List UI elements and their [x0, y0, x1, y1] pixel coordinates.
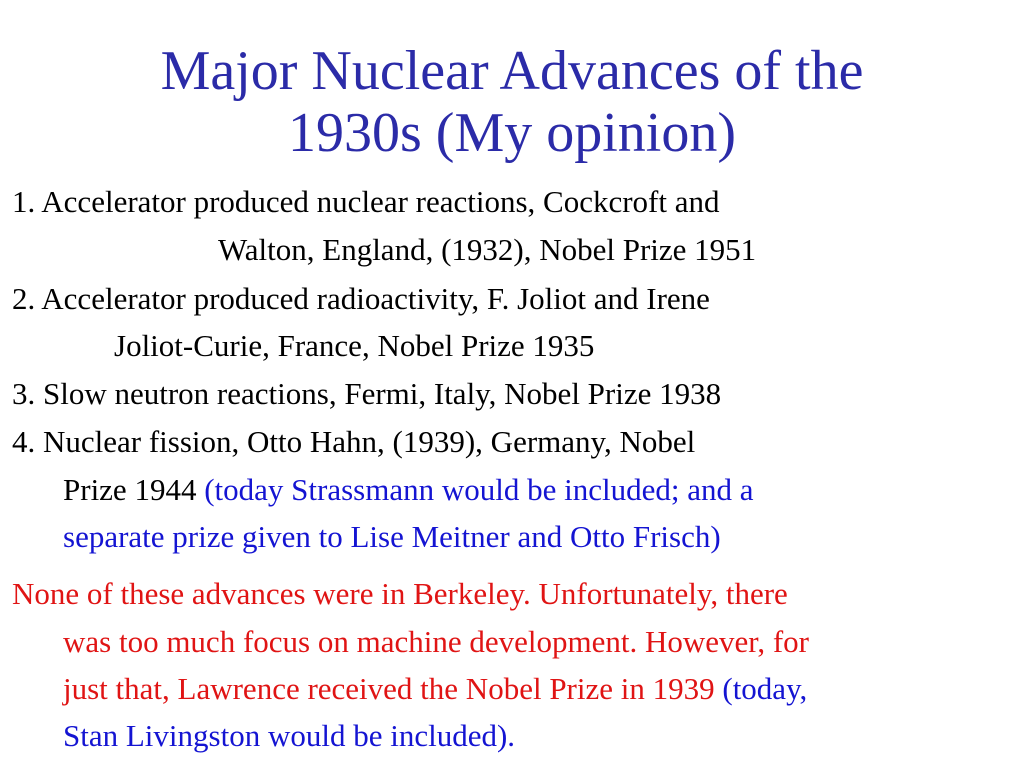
slide-title: [0, 40, 1024, 164]
note-line-1: None of these advances were in Berkeley. Unfortunately, there: [12, 576, 788, 611]
item-4-prize: Prize 1944: [63, 472, 205, 507]
item-4-aside-start: (today Strassmann would be included; and a: [204, 472, 754, 507]
note-line-2: was too much focus on machine development. However, for: [63, 624, 809, 659]
item-2-line-2: Joliot-Curie, France, Nobel Prize 1935: [114, 328, 595, 363]
title-line-1: Major Nuclear Advances of the: [160, 40, 864, 102]
note-line-3: [63, 671, 807, 707]
note-lawrence: just that, Lawrence received the Nobel Prize in 1939: [63, 671, 723, 706]
item-4-line-1: 4. Nuclear fission, Otto Hahn, (1939), Germany, Nobel: [12, 424, 696, 459]
item-3-line-1: 3. Slow neutron reactions, Fermi, Italy, Nobel Prize 1938: [12, 376, 722, 411]
item-4-line-2: [63, 472, 753, 508]
note-aside-end: Stan Livingston would be included).: [63, 718, 516, 753]
item-4-aside-end: separate prize given to Lise Meitner and Otto Frisch): [63, 519, 721, 554]
item-1-line-2: Walton, England, (1932), Nobel Prize 1951: [218, 232, 757, 267]
item-2-line-1: 2. Accelerator produced radioactivity, F. Joliot and Irene: [12, 281, 710, 316]
title-line-2: 1930s (My opinion): [288, 102, 736, 164]
note-aside-start: (today,: [722, 671, 808, 706]
item-1-line-1: 1. Accelerator produced nuclear reactions, Cockcroft and: [12, 184, 720, 219]
